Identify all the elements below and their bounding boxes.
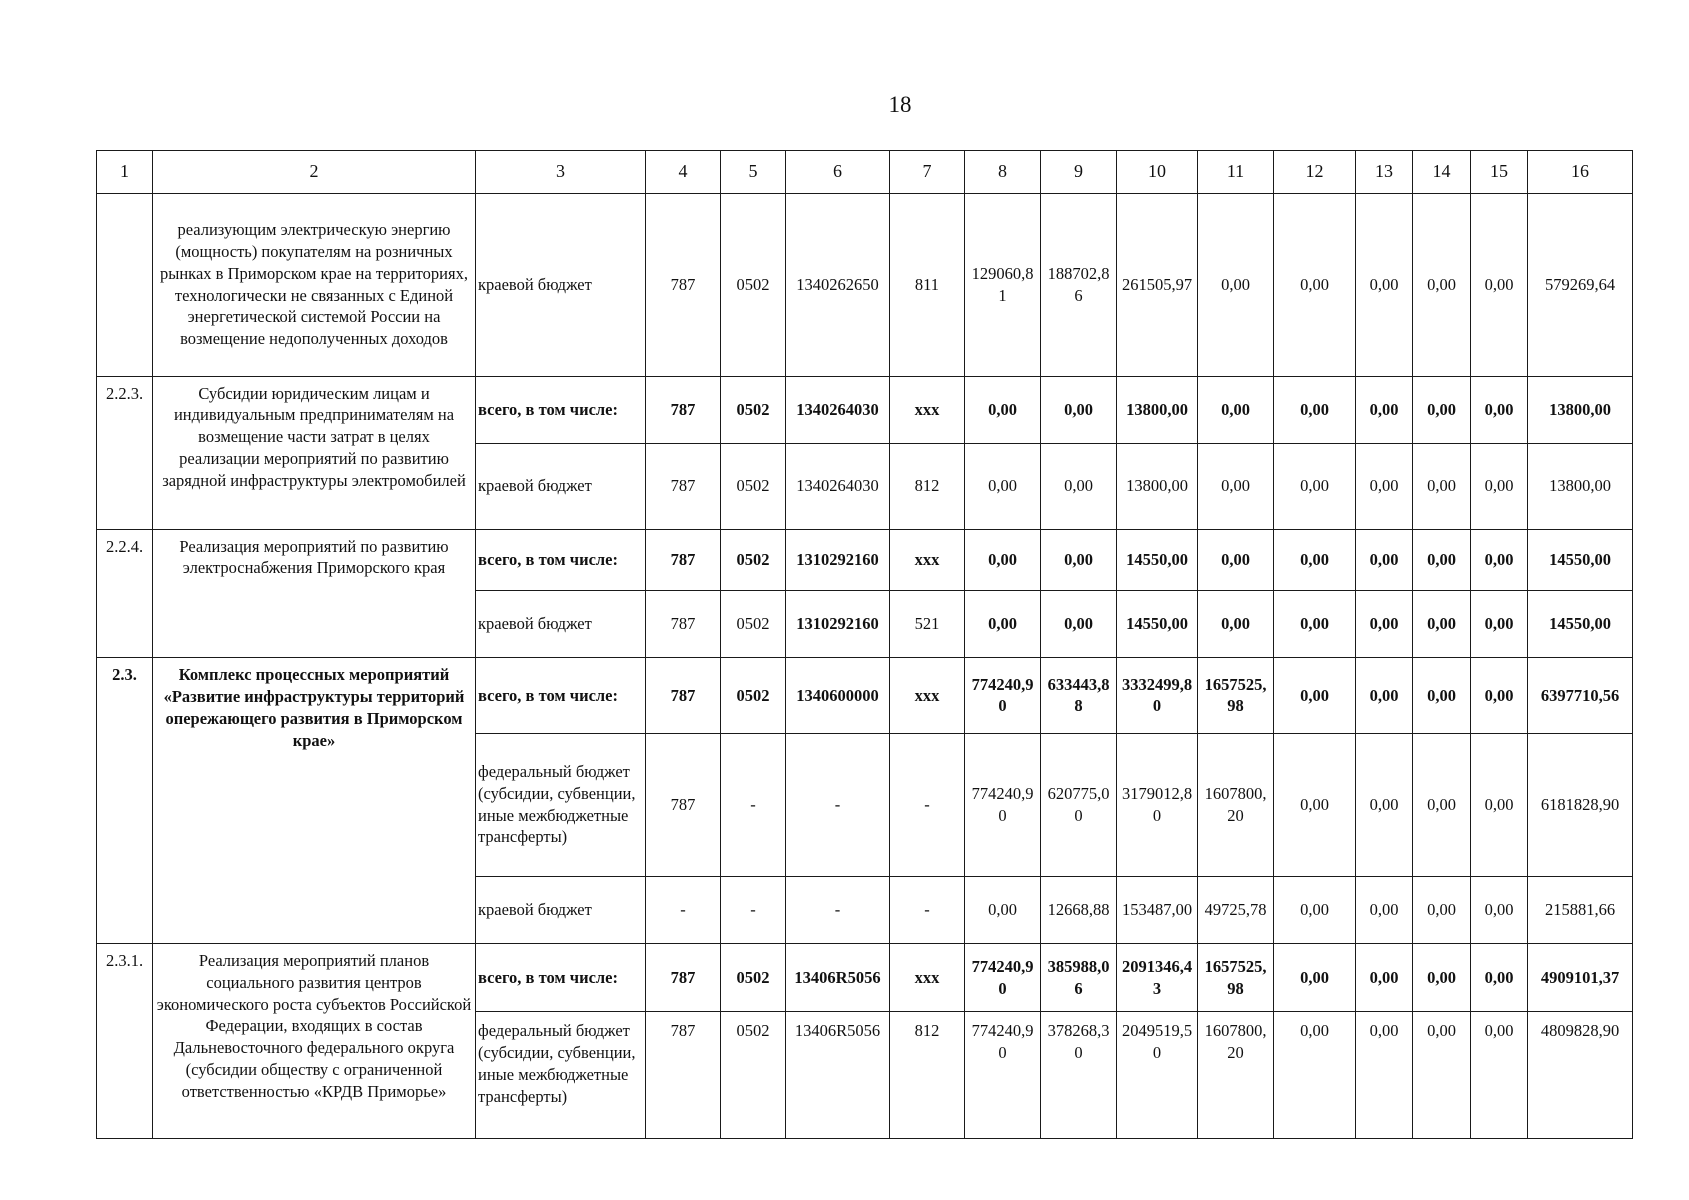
- table-row: [97, 529, 1633, 590]
- activity-name-cell: Реализация мероприятий планов социального развития центров экономического роста субъектов Российской Федерации, входящих в состав Дальневосточного федерального округа (субсидии обществу с ограниченной ответственностью «КРДВ Приморье»: [153, 944, 476, 1139]
- data-cell: 812: [890, 443, 965, 529]
- data-cell: 0,00: [1471, 443, 1528, 529]
- data-cell: 13406R5056: [786, 944, 890, 1012]
- data-cell: 0,00: [1356, 529, 1413, 590]
- header-cell: 8: [965, 151, 1041, 194]
- data-cell: 0,00: [965, 529, 1041, 590]
- data-cell: 787: [646, 193, 721, 376]
- data-cell: 1340262650: [786, 193, 890, 376]
- activity-name-cell: Комплекс процессных мероприятий «Развитие инфраструктуры территорий опережающего развития в Приморском крае»: [153, 658, 476, 944]
- data-cell: 1657525,98: [1198, 944, 1274, 1012]
- data-cell: 0,00: [1274, 376, 1356, 443]
- data-cell: 0502: [721, 376, 786, 443]
- data-cell: -: [890, 733, 965, 876]
- budget-table: [96, 150, 1633, 1139]
- data-cell: 378268,30: [1041, 1012, 1117, 1139]
- header-cell: 16: [1528, 151, 1633, 194]
- data-cell: 0,00: [1413, 733, 1471, 876]
- data-cell: 0,00: [1356, 193, 1413, 376]
- data-cell: 0,00: [1041, 376, 1117, 443]
- data-cell: 787: [646, 733, 721, 876]
- data-cell: 811: [890, 193, 965, 376]
- header-row: [97, 151, 1633, 194]
- data-cell: 0,00: [1198, 590, 1274, 657]
- data-cell: 0,00: [1413, 193, 1471, 376]
- data-cell: 0,00: [1198, 529, 1274, 590]
- data-cell: 0,00: [1274, 443, 1356, 529]
- header-cell: 2: [153, 151, 476, 194]
- header-cell: 3: [476, 151, 646, 194]
- funding-source-cell: краевой бюджет: [476, 193, 646, 376]
- data-cell: 0502: [721, 443, 786, 529]
- activity-name-cell: Субсидии юридическим лицам и индивидуальным предпринимателям на возмещение части затрат в целях реализации мероприятий по развитию зарядной инфраструктуры электромобилей: [153, 376, 476, 529]
- data-cell: 2091346,43: [1117, 944, 1198, 1012]
- header-cell: 12: [1274, 151, 1356, 194]
- data-cell: 0502: [721, 590, 786, 657]
- data-cell: 0,00: [1471, 733, 1528, 876]
- data-cell: -: [721, 876, 786, 943]
- table-row: [97, 376, 1633, 443]
- data-cell: 153487,00: [1117, 876, 1198, 943]
- data-cell: 0,00: [1413, 876, 1471, 943]
- data-cell: 774240,90: [965, 658, 1041, 734]
- data-cell: 188702,86: [1041, 193, 1117, 376]
- data-cell: 1607800,20: [1198, 1012, 1274, 1139]
- data-cell: -: [786, 733, 890, 876]
- data-cell: 0,00: [1274, 876, 1356, 943]
- data-cell: -: [890, 876, 965, 943]
- data-cell: 787: [646, 376, 721, 443]
- data-cell: 0,00: [1413, 944, 1471, 1012]
- data-cell: 787: [646, 443, 721, 529]
- page-number: 18: [888, 92, 912, 117]
- data-cell: 215881,66: [1528, 876, 1633, 943]
- data-cell: 13800,00: [1528, 376, 1633, 443]
- data-cell: 3332499,80: [1117, 658, 1198, 734]
- data-cell: 2049519,50: [1117, 1012, 1198, 1139]
- header-cell: 5: [721, 151, 786, 194]
- data-cell: 0,00: [1274, 658, 1356, 734]
- data-cell: 12668,88: [1041, 876, 1117, 943]
- data-cell: 0,00: [1471, 876, 1528, 943]
- data-cell: 0,00: [1356, 658, 1413, 734]
- data-cell: 787: [646, 944, 721, 1012]
- row-number-cell: [97, 193, 153, 376]
- data-cell: 4809828,90: [1528, 1012, 1633, 1139]
- funding-source-cell: федеральный бюджет (субсидии, субвенции, иные межбюджетные трансферты): [476, 1012, 646, 1139]
- data-cell: 0,00: [1274, 590, 1356, 657]
- header-cell: 1: [97, 151, 153, 194]
- table-row: [97, 193, 1633, 376]
- data-cell: 0,00: [1274, 733, 1356, 876]
- data-cell: 0,00: [1471, 590, 1528, 657]
- data-cell: 0,00: [1041, 443, 1117, 529]
- row-number-cell: 2.3.: [97, 658, 153, 944]
- header-cell: 13: [1356, 151, 1413, 194]
- data-cell: 0,00: [1413, 529, 1471, 590]
- data-cell: 787: [646, 1012, 721, 1139]
- data-cell: 6397710,56: [1528, 658, 1633, 734]
- data-cell: 0,00: [1471, 658, 1528, 734]
- data-cell: 0502: [721, 944, 786, 1012]
- data-cell: 0,00: [1356, 733, 1413, 876]
- data-cell: 0,00: [1274, 193, 1356, 376]
- data-cell: 14550,00: [1117, 529, 1198, 590]
- data-cell: 787: [646, 590, 721, 657]
- data-cell: 774240,90: [965, 1012, 1041, 1139]
- data-cell: 774240,90: [965, 733, 1041, 876]
- data-cell: 14550,00: [1117, 590, 1198, 657]
- data-cell: xxx: [890, 529, 965, 590]
- row-number-cell: 2.2.4.: [97, 529, 153, 658]
- data-cell: 13406R5056: [786, 1012, 890, 1139]
- data-cell: xxx: [890, 944, 965, 1012]
- data-cell: 0,00: [1198, 443, 1274, 529]
- header-cell: 4: [646, 151, 721, 194]
- funding-source-cell: всего, в том числе:: [476, 658, 646, 734]
- data-cell: -: [721, 733, 786, 876]
- header-cell: 14: [1413, 151, 1471, 194]
- data-cell: 0,00: [1274, 1012, 1356, 1139]
- data-cell: 0,00: [965, 443, 1041, 529]
- header-cell: 9: [1041, 151, 1117, 194]
- data-cell: xxx: [890, 376, 965, 443]
- data-cell: -: [786, 876, 890, 943]
- header-cell: 7: [890, 151, 965, 194]
- data-cell: 13800,00: [1528, 443, 1633, 529]
- header-cell: 15: [1471, 151, 1528, 194]
- header-cell: 6: [786, 151, 890, 194]
- data-cell: 0502: [721, 658, 786, 734]
- data-cell: 0,00: [1471, 376, 1528, 443]
- header-cell: 10: [1117, 151, 1198, 194]
- data-cell: 787: [646, 529, 721, 590]
- funding-source-cell: краевой бюджет: [476, 443, 646, 529]
- table-row: [97, 658, 1633, 734]
- funding-source-cell: федеральный бюджет (субсидии, субвенции, иные межбюджетные трансферты): [476, 733, 646, 876]
- table-row: [97, 944, 1633, 1012]
- data-cell: 0,00: [1413, 376, 1471, 443]
- data-cell: 0,00: [1413, 1012, 1471, 1139]
- data-cell: 1310292160: [786, 590, 890, 657]
- funding-source-cell: всего, в том числе:: [476, 529, 646, 590]
- funding-source-cell: краевой бюджет: [476, 876, 646, 943]
- data-cell: 6181828,90: [1528, 733, 1633, 876]
- data-cell: 0,00: [1356, 376, 1413, 443]
- data-cell: 0,00: [1471, 944, 1528, 1012]
- data-cell: 0,00: [1041, 529, 1117, 590]
- data-cell: 1310292160: [786, 529, 890, 590]
- data-cell: 0,00: [1356, 944, 1413, 1012]
- funding-source-cell: краевой бюджет: [476, 590, 646, 657]
- data-cell: 0,00: [1356, 590, 1413, 657]
- data-cell: 0502: [721, 193, 786, 376]
- data-cell: 13800,00: [1117, 376, 1198, 443]
- data-cell: 633443,88: [1041, 658, 1117, 734]
- data-cell: 0,00: [1356, 443, 1413, 529]
- activity-name-cell: реализующим электрическую энергию (мощность) покупателям на розничных рынках в Приморском крае на территориях, технологически не связанных с Единой энергетической системой России на возмещение недополученных доходов: [153, 193, 476, 376]
- data-cell: 261505,97: [1117, 193, 1198, 376]
- data-cell: 0,00: [1471, 529, 1528, 590]
- data-cell: 0,00: [1413, 443, 1471, 529]
- funding-source-cell: всего, в том числе:: [476, 944, 646, 1012]
- data-cell: 774240,90: [965, 944, 1041, 1012]
- data-cell: 1607800,20: [1198, 733, 1274, 876]
- data-cell: xxx: [890, 658, 965, 734]
- data-cell: 787: [646, 658, 721, 734]
- data-cell: 521: [890, 590, 965, 657]
- data-cell: 129060,81: [965, 193, 1041, 376]
- data-cell: 1340264030: [786, 376, 890, 443]
- row-number-cell: 2.2.3.: [97, 376, 153, 529]
- data-cell: 620775,00: [1041, 733, 1117, 876]
- data-cell: 0,00: [1274, 529, 1356, 590]
- header-cell: 11: [1198, 151, 1274, 194]
- funding-source-cell: всего, в том числе:: [476, 376, 646, 443]
- data-cell: 0,00: [1356, 876, 1413, 943]
- data-cell: 579269,64: [1528, 193, 1633, 376]
- data-cell: 0502: [721, 1012, 786, 1139]
- data-cell: 49725,78: [1198, 876, 1274, 943]
- data-cell: 385988,06: [1041, 944, 1117, 1012]
- data-cell: 1657525,98: [1198, 658, 1274, 734]
- data-cell: 3179012,80: [1117, 733, 1198, 876]
- data-cell: 0,00: [1413, 590, 1471, 657]
- data-cell: 0,00: [1471, 193, 1528, 376]
- data-cell: 0,00: [965, 876, 1041, 943]
- data-cell: 0,00: [1041, 590, 1117, 657]
- data-cell: 812: [890, 1012, 965, 1139]
- data-cell: 0,00: [1413, 658, 1471, 734]
- data-cell: 0,00: [1274, 944, 1356, 1012]
- data-cell: 4909101,37: [1528, 944, 1633, 1012]
- data-cell: 14550,00: [1528, 529, 1633, 590]
- data-cell: -: [646, 876, 721, 943]
- activity-name-cell: Реализация мероприятий по развитию электроснабжения Приморского края: [153, 529, 476, 658]
- row-number-cell: 2.3.1.: [97, 944, 153, 1139]
- data-cell: 14550,00: [1528, 590, 1633, 657]
- data-cell: 0,00: [1471, 1012, 1528, 1139]
- data-cell: 0502: [721, 529, 786, 590]
- data-cell: 13800,00: [1117, 443, 1198, 529]
- data-cell: 0,00: [965, 376, 1041, 443]
- data-cell: 0,00: [965, 590, 1041, 657]
- data-cell: 0,00: [1198, 376, 1274, 443]
- data-cell: 0,00: [1356, 1012, 1413, 1139]
- data-cell: 1340264030: [786, 443, 890, 529]
- data-cell: 1340600000: [786, 658, 890, 734]
- data-cell: 0,00: [1198, 193, 1274, 376]
